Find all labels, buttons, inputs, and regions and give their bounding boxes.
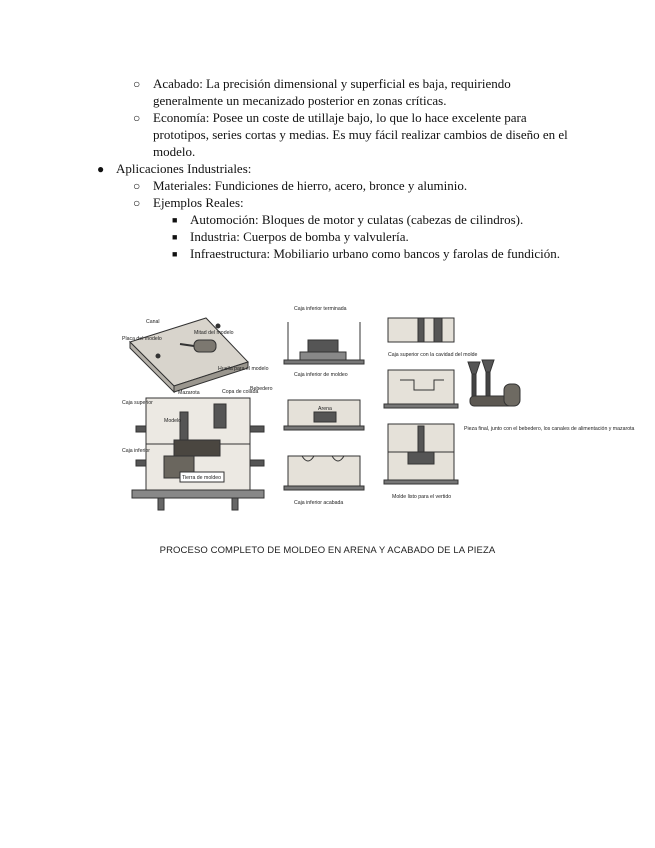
label-mitad-modelo: Mitad del modelo [194,330,234,336]
text-ejemplos: Ejemplos Reales: [153,195,244,210]
label-canal: Canal [146,319,160,325]
final-casting-illustration [468,360,520,406]
label-tierra-moldeo: Tierra de moldeo [182,475,222,481]
mold-assembly-illustration [132,398,264,510]
label-mazarota: Mazarota [178,390,200,396]
label-arena: Arena [318,406,332,412]
label-molde-listo: Molde listo para el vertido [392,494,452,500]
bullet-square: ■ [172,232,178,242]
bullet-filled-circle: ● [97,162,105,176]
label-modelo: Modelo [164,418,182,424]
text-acabado: Acabado: La precisión dimensional y superficial es baja, requiriendo [153,76,511,91]
text-economia: Economía: Posee un coste de utillaje bajo, lo que lo hace excelente para [153,110,527,125]
bullet-square: ■ [172,249,178,259]
text-economia-cont: prototipos, series cortas y medias. Es muy fácil realizar cambios de diseño en el [153,127,568,142]
label-placa-modelo: Placa del modelo [122,336,162,342]
text-infraestructura: Infraestructura: Mobiliario urbano como bancos y farolas de fundición. [190,246,561,261]
bullet-hollow-circle: ○ [133,111,141,125]
text-automocion: Automoción: Bloques de motor y culatas (cabezas de cilindros). [190,212,524,227]
text-materiales: Materiales: Fundiciones de hierro, acero, bronce y aluminio. [153,178,468,193]
label-pieza-final: Pieza final, junto con el bebedero, los canales de alimentación y mazarota [464,426,635,432]
bullet-hollow-circle: ○ [133,77,141,91]
label-caja-sup-molde: Caja superior con la cavidad del molde [388,352,478,358]
text-industria: Industria: Cuerpos de bomba y valvulería. [190,229,409,244]
label-huella: Huella para el modelo [218,366,269,372]
bullet-square: ■ [172,215,178,225]
label-caja-inf-terminada: Caja inferior terminada [294,306,347,312]
figure-caption: PROCESO COMPLETO DE MOLDEO EN ARENA Y ACABADO DE LA PIEZA [159,545,496,556]
label-caja-superior: Caja superior [122,400,153,406]
bullet-hollow-circle: ○ [133,196,141,210]
label-caja-inferior: Caja inferior [122,448,150,454]
label-bebedero: Bebedero [250,386,273,392]
sand-casting-process-figure [118,300,635,520]
label-caja-inf-acabada: Caja inferior acabada [294,500,344,506]
label-copa-colada: Copa de colada [222,389,259,395]
text-economia-cont2: modelo. [153,144,196,159]
text-aplicaciones: Aplicaciones Industriales: [116,161,252,176]
cope-and-drag-illustration [384,318,458,484]
label-caja-inferior-moldeo: Caja inferior de moldeo [294,372,348,378]
text-acabado-cont: generalmente un mecanizado posterior en zonas críticas. [153,93,447,108]
bullet-hollow-circle: ○ [133,179,141,193]
